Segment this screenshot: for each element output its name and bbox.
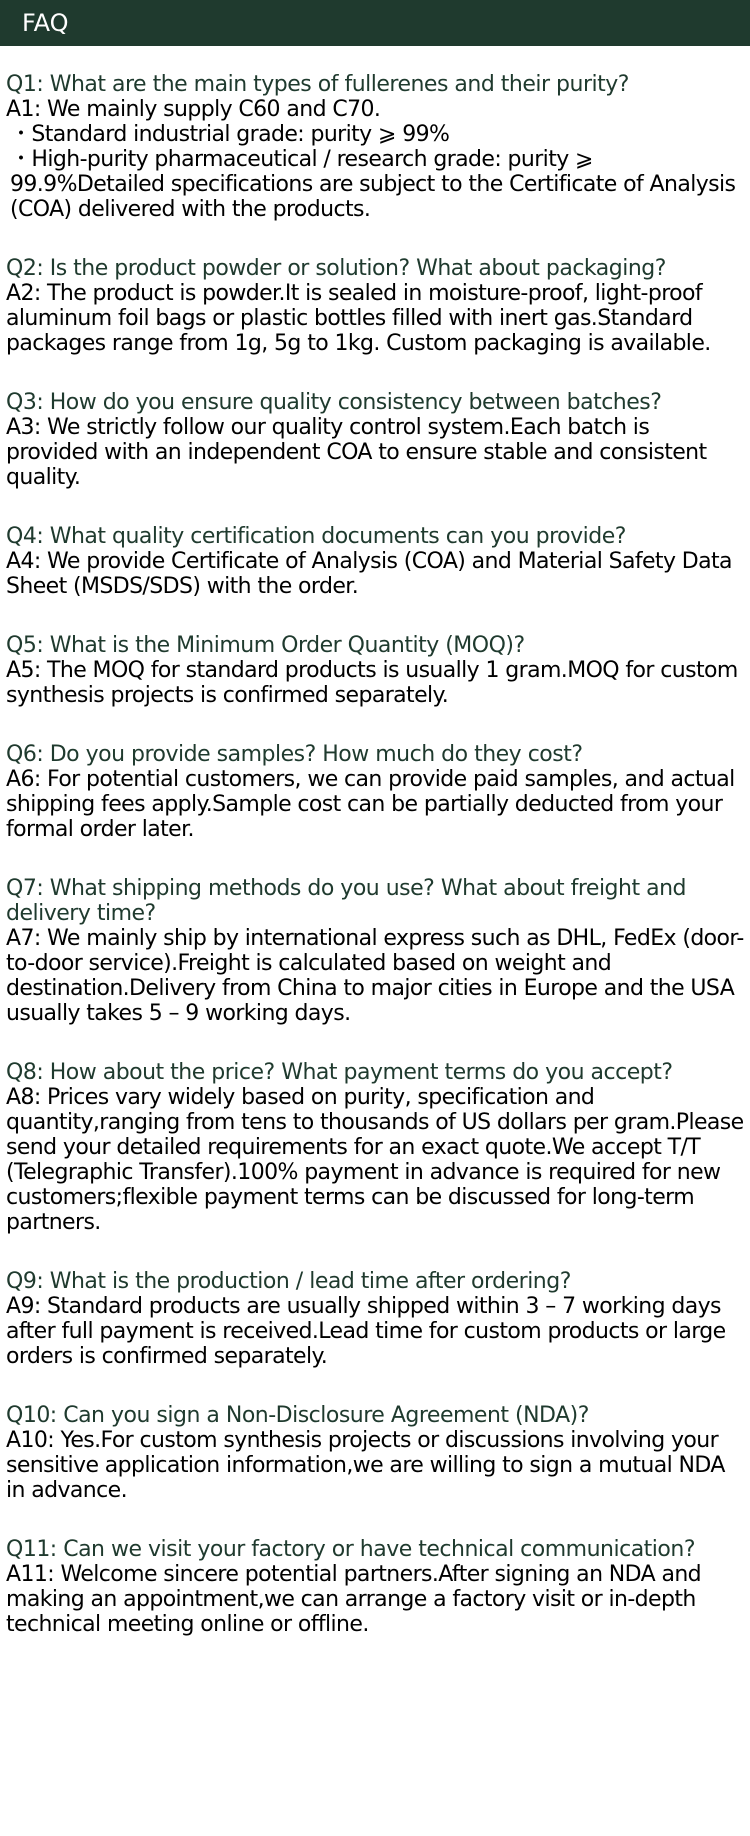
faq-item-q5 <box>6 633 744 708</box>
faq-item-q1 <box>6 72 744 222</box>
faq-list <box>6 72 744 1671</box>
page-title: FAQ <box>22 9 69 37</box>
faq-question: Q8: How about the price? What payment terms do you accept? <box>6 1060 673 1085</box>
faq-answer: A7: We mainly ship by international express such as DHL, FedEx (door-to-door service).Freight is calculated based on weight and destination.Delivery from China to major cities in Europe and the USA usually takes 5 – 9 working days. <box>6 926 744 1026</box>
faq-item-q2 <box>6 256 744 356</box>
faq-item-q3 <box>6 390 744 490</box>
faq-answer: A8: Prices vary widely based on purity, specification and quantity,ranging from tens to thousands of US dollars per gram.Please send your detailed requirements for an exact quote.We accept T/T (Telegraphic Transfer).100% payment in advance is required for new customers;flexible payment terms can be discussed for long-term partners. <box>6 1085 744 1235</box>
faq-answer: A9: Standard products are usually shipped within 3 – 7 working days after full payment is received.Lead time for custom products or large orders is confirmed separately. <box>6 1294 726 1369</box>
faq-item-q4 <box>6 524 744 599</box>
faq-header-bar <box>0 0 750 46</box>
faq-item-q9 <box>6 1269 744 1369</box>
faq-item-q6 <box>6 742 744 842</box>
faq-answer: A10: Yes.For custom synthesis projects or discussions involving your sensitive application information,we are willing to sign a mutual NDA in advance. <box>6 1428 725 1503</box>
faq-item-q8 <box>6 1060 744 1235</box>
faq-question: Q2: Is the product powder or solution? What about packaging? <box>6 256 666 281</box>
faq-question: Q3: How do you ensure quality consistency between batches? <box>6 390 662 415</box>
faq-answer: A6: For potential customers, we can provide paid samples, and actual shipping fees apply.Sample cost can be partially deducted from your formal order later. <box>6 767 735 842</box>
faq-answer: A11: Welcome sincere potential partners.After signing an NDA and making an appointment,we can arrange a factory visit or in-depth technical meeting online or offline. <box>6 1562 702 1637</box>
faq-item-q7 <box>6 876 744 1026</box>
faq-answer: A2: The product is powder.It is sealed in moisture-proof, light-proof aluminum foil bags or plastic bottles filled with inert gas.Standard packages range from 1g, 5g to 1kg. Custom packaging is available. <box>6 281 711 356</box>
faq-answer: A4: We provide Certificate of Analysis (COA) and Material Safety Data Sheet (MSDS/SDS) with the order. <box>6 549 732 599</box>
faq-question: Q7: What shipping methods do you use? What about freight and delivery time? <box>6 876 686 926</box>
faq-question: Q5: What is the Minimum Order Quantity (MOQ)? <box>6 633 525 658</box>
faq-answer: A1: We mainly supply C60 and C70. <box>6 97 381 122</box>
faq-answer: A5: The MOQ for standard products is usually 1 gram.MOQ for custom synthesis projects is confirmed separately. <box>6 658 738 708</box>
faq-answer-bullet: ・High-purity pharmaceutical / research grade: purity ⩾ 99.9%Detailed specifications are subject to the Certificate of Analysis (COA) delivered with the products. <box>10 147 736 222</box>
faq-question: Q9: What is the production / lead time after ordering? <box>6 1269 571 1294</box>
faq-answer: A3: We strictly follow our quality control system.Each batch is provided with an independent COA to ensure stable and consistent quality. <box>6 415 707 490</box>
faq-question: Q4: What quality certification documents can you provide? <box>6 524 626 549</box>
faq-question: Q6: Do you provide samples? How much do they cost? <box>6 742 583 767</box>
faq-question: Q10: Can you sign a Non-Disclosure Agreement (NDA)? <box>6 1403 589 1428</box>
faq-answer-bullet: ・Standard industrial grade: purity ⩾ 99% <box>10 122 450 147</box>
faq-item-q11 <box>6 1537 744 1637</box>
faq-question: Q11: Can we visit your factory or have technical communication? <box>6 1537 695 1562</box>
faq-item-q10 <box>6 1403 744 1503</box>
faq-question: Q1: What are the main types of fullerenes and their purity? <box>6 72 629 97</box>
